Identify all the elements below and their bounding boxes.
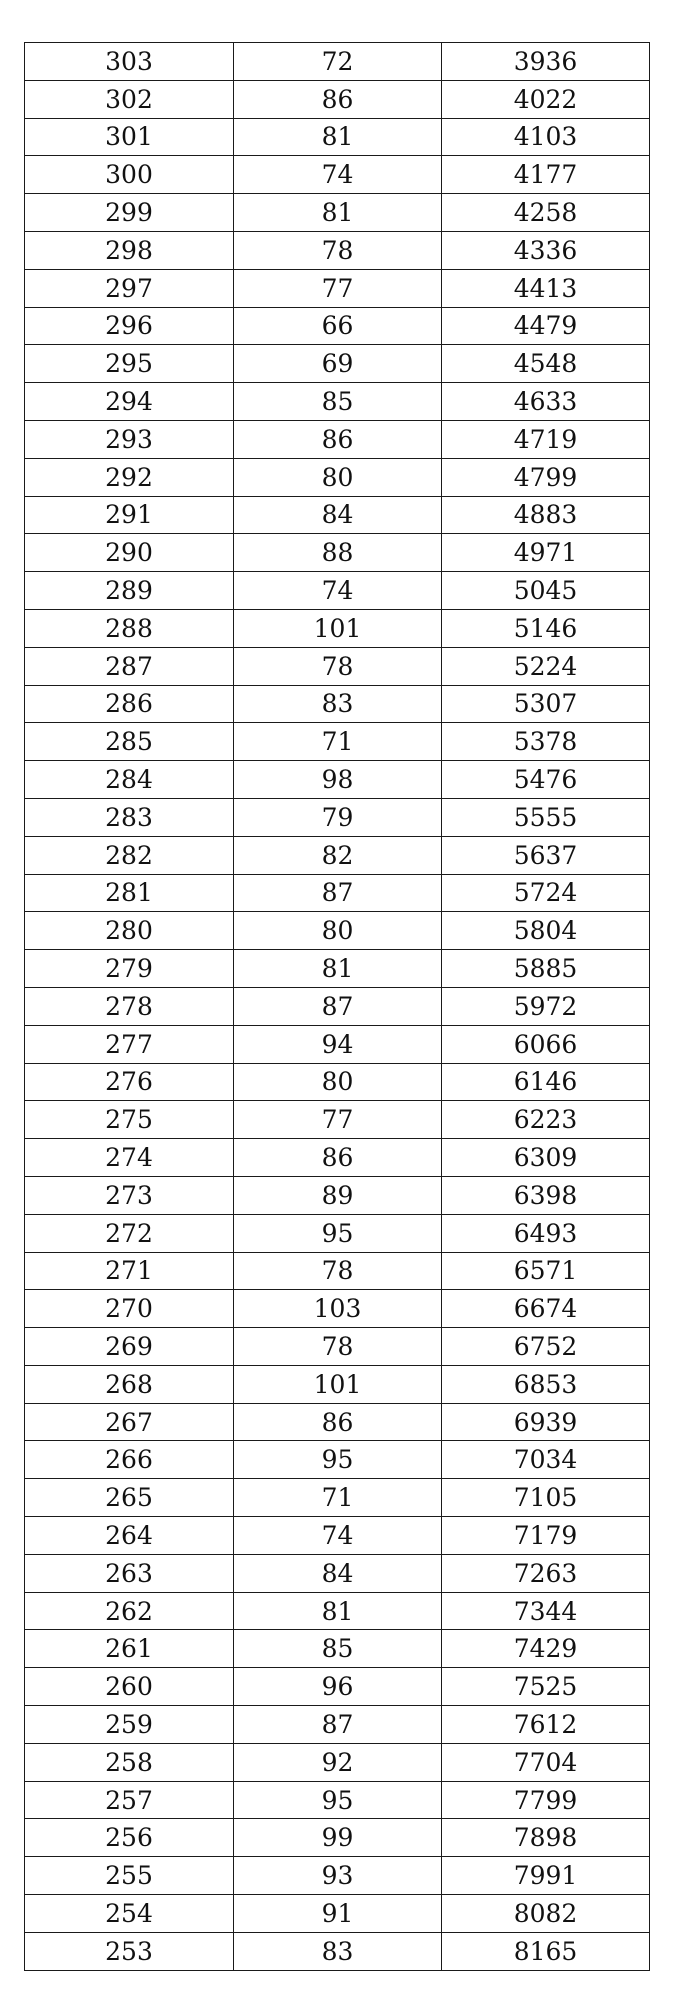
score-cell: 280 bbox=[25, 912, 234, 950]
cumulative-cell: 4177 bbox=[442, 156, 650, 194]
count-cell: 81 bbox=[234, 118, 442, 156]
score-cell: 260 bbox=[25, 1668, 234, 1706]
table-row bbox=[25, 1403, 650, 1441]
count-cell: 101 bbox=[234, 609, 442, 647]
table-row bbox=[25, 156, 650, 194]
cumulative-cell: 6223 bbox=[442, 1101, 650, 1139]
cumulative-cell: 4103 bbox=[442, 118, 650, 156]
score-cell: 278 bbox=[25, 987, 234, 1025]
cumulative-cell: 6146 bbox=[442, 1063, 650, 1101]
score-cell: 274 bbox=[25, 1139, 234, 1177]
score-cell: 279 bbox=[25, 950, 234, 988]
count-cell: 81 bbox=[234, 950, 442, 988]
count-cell: 74 bbox=[234, 572, 442, 610]
table-row bbox=[25, 950, 650, 988]
table-row bbox=[25, 874, 650, 912]
table-row bbox=[25, 572, 650, 610]
table-row bbox=[25, 496, 650, 534]
count-cell: 92 bbox=[234, 1743, 442, 1781]
score-cell: 276 bbox=[25, 1063, 234, 1101]
table-row bbox=[25, 80, 650, 118]
table-row bbox=[25, 1932, 650, 1970]
count-cell: 69 bbox=[234, 345, 442, 383]
cumulative-cell: 4022 bbox=[442, 80, 650, 118]
score-cell: 297 bbox=[25, 269, 234, 307]
score-cell: 272 bbox=[25, 1214, 234, 1252]
count-cell: 78 bbox=[234, 1252, 442, 1290]
cumulative-cell: 4799 bbox=[442, 458, 650, 496]
table-row bbox=[25, 1365, 650, 1403]
score-cell: 292 bbox=[25, 458, 234, 496]
count-cell: 80 bbox=[234, 1063, 442, 1101]
table-row bbox=[25, 1176, 650, 1214]
score-cell: 262 bbox=[25, 1592, 234, 1630]
score-cell: 295 bbox=[25, 345, 234, 383]
count-cell: 96 bbox=[234, 1668, 442, 1706]
cumulative-cell: 6571 bbox=[442, 1252, 650, 1290]
score-cell: 287 bbox=[25, 647, 234, 685]
cumulative-cell: 7034 bbox=[442, 1441, 650, 1479]
table-row bbox=[25, 798, 650, 836]
count-cell: 85 bbox=[234, 383, 442, 421]
cumulative-cell: 4548 bbox=[442, 345, 650, 383]
score-cell: 257 bbox=[25, 1781, 234, 1819]
cumulative-cell: 6939 bbox=[442, 1403, 650, 1441]
table-row bbox=[25, 194, 650, 232]
table-row bbox=[25, 534, 650, 572]
cumulative-cell: 7612 bbox=[442, 1706, 650, 1744]
table-row bbox=[25, 1895, 650, 1933]
score-cell: 275 bbox=[25, 1101, 234, 1139]
count-cell: 77 bbox=[234, 269, 442, 307]
table-row bbox=[25, 118, 650, 156]
table-row bbox=[25, 1517, 650, 1555]
table-row bbox=[25, 1328, 650, 1366]
score-cell: 261 bbox=[25, 1630, 234, 1668]
cumulative-cell: 7179 bbox=[442, 1517, 650, 1555]
score-cell: 294 bbox=[25, 383, 234, 421]
score-cell: 271 bbox=[25, 1252, 234, 1290]
table-row bbox=[25, 912, 650, 950]
cumulative-cell: 7799 bbox=[442, 1781, 650, 1819]
cumulative-cell: 4883 bbox=[442, 496, 650, 534]
score-cell: 259 bbox=[25, 1706, 234, 1744]
score-table bbox=[24, 42, 650, 1971]
table-row bbox=[25, 1290, 650, 1328]
score-cell: 267 bbox=[25, 1403, 234, 1441]
score-cell: 264 bbox=[25, 1517, 234, 1555]
count-cell: 77 bbox=[234, 1101, 442, 1139]
cumulative-cell: 4413 bbox=[442, 269, 650, 307]
cumulative-cell: 5637 bbox=[442, 836, 650, 874]
count-cell: 83 bbox=[234, 685, 442, 723]
count-cell: 66 bbox=[234, 307, 442, 345]
count-cell: 84 bbox=[234, 496, 442, 534]
cumulative-cell: 6752 bbox=[442, 1328, 650, 1366]
cumulative-cell: 4971 bbox=[442, 534, 650, 572]
score-cell: 281 bbox=[25, 874, 234, 912]
score-cell: 296 bbox=[25, 307, 234, 345]
count-cell: 86 bbox=[234, 1403, 442, 1441]
cumulative-cell: 5804 bbox=[442, 912, 650, 950]
count-cell: 74 bbox=[234, 1517, 442, 1555]
count-cell: 72 bbox=[234, 43, 442, 81]
count-cell: 71 bbox=[234, 723, 442, 761]
cumulative-cell: 6853 bbox=[442, 1365, 650, 1403]
count-cell: 81 bbox=[234, 1592, 442, 1630]
count-cell: 78 bbox=[234, 1328, 442, 1366]
count-cell: 74 bbox=[234, 156, 442, 194]
cumulative-cell: 4479 bbox=[442, 307, 650, 345]
table-row bbox=[25, 836, 650, 874]
table-row bbox=[25, 1781, 650, 1819]
table-row bbox=[25, 1101, 650, 1139]
count-cell: 81 bbox=[234, 194, 442, 232]
table-row bbox=[25, 420, 650, 458]
table-row bbox=[25, 609, 650, 647]
count-cell: 80 bbox=[234, 458, 442, 496]
cumulative-cell: 5307 bbox=[442, 685, 650, 723]
cumulative-cell: 7105 bbox=[442, 1479, 650, 1517]
score-cell: 285 bbox=[25, 723, 234, 761]
count-cell: 87 bbox=[234, 1706, 442, 1744]
cumulative-cell: 7525 bbox=[442, 1668, 650, 1706]
score-cell: 284 bbox=[25, 761, 234, 799]
score-cell: 253 bbox=[25, 1932, 234, 1970]
table-row bbox=[25, 458, 650, 496]
count-cell: 84 bbox=[234, 1554, 442, 1592]
count-cell: 86 bbox=[234, 420, 442, 458]
cumulative-cell: 5972 bbox=[442, 987, 650, 1025]
table-row bbox=[25, 1743, 650, 1781]
cumulative-cell: 7898 bbox=[442, 1819, 650, 1857]
cumulative-cell: 5555 bbox=[442, 798, 650, 836]
score-cell: 298 bbox=[25, 231, 234, 269]
score-cell: 291 bbox=[25, 496, 234, 534]
score-cell: 289 bbox=[25, 572, 234, 610]
score-cell: 268 bbox=[25, 1365, 234, 1403]
score-cell: 265 bbox=[25, 1479, 234, 1517]
table-row bbox=[25, 1819, 650, 1857]
count-cell: 85 bbox=[234, 1630, 442, 1668]
count-cell: 83 bbox=[234, 1932, 442, 1970]
table-row bbox=[25, 1139, 650, 1177]
score-cell: 288 bbox=[25, 609, 234, 647]
count-cell: 80 bbox=[234, 912, 442, 950]
table-row bbox=[25, 1668, 650, 1706]
count-cell: 91 bbox=[234, 1895, 442, 1933]
table-row bbox=[25, 647, 650, 685]
count-cell: 87 bbox=[234, 987, 442, 1025]
cumulative-cell: 4336 bbox=[442, 231, 650, 269]
score-cell: 273 bbox=[25, 1176, 234, 1214]
score-cell: 277 bbox=[25, 1025, 234, 1063]
cumulative-cell: 6309 bbox=[442, 1139, 650, 1177]
table-row bbox=[25, 1706, 650, 1744]
cumulative-cell: 5476 bbox=[442, 761, 650, 799]
cumulative-cell: 7344 bbox=[442, 1592, 650, 1630]
count-cell: 101 bbox=[234, 1365, 442, 1403]
table-row bbox=[25, 345, 650, 383]
table-row bbox=[25, 1063, 650, 1101]
score-cell: 302 bbox=[25, 80, 234, 118]
table-row bbox=[25, 723, 650, 761]
count-cell: 103 bbox=[234, 1290, 442, 1328]
cumulative-cell: 4719 bbox=[442, 420, 650, 458]
count-cell: 86 bbox=[234, 1139, 442, 1177]
cumulative-cell: 8165 bbox=[442, 1932, 650, 1970]
count-cell: 93 bbox=[234, 1857, 442, 1895]
score-cell: 266 bbox=[25, 1441, 234, 1479]
score-cell: 255 bbox=[25, 1857, 234, 1895]
table-row bbox=[25, 1630, 650, 1668]
cumulative-cell: 5224 bbox=[442, 647, 650, 685]
table-row bbox=[25, 1479, 650, 1517]
table-row bbox=[25, 1214, 650, 1252]
cumulative-cell: 7704 bbox=[442, 1743, 650, 1781]
table-row bbox=[25, 383, 650, 421]
cumulative-cell: 5045 bbox=[442, 572, 650, 610]
score-cell: 303 bbox=[25, 43, 234, 81]
cumulative-cell: 6674 bbox=[442, 1290, 650, 1328]
count-cell: 79 bbox=[234, 798, 442, 836]
table-row bbox=[25, 761, 650, 799]
score-cell: 270 bbox=[25, 1290, 234, 1328]
table-row bbox=[25, 269, 650, 307]
cumulative-cell: 3936 bbox=[442, 43, 650, 81]
cumulative-cell: 6493 bbox=[442, 1214, 650, 1252]
cumulative-cell: 7991 bbox=[442, 1857, 650, 1895]
table-row bbox=[25, 1252, 650, 1290]
score-cell: 300 bbox=[25, 156, 234, 194]
cumulative-cell: 5146 bbox=[442, 609, 650, 647]
score-cell: 283 bbox=[25, 798, 234, 836]
count-cell: 95 bbox=[234, 1781, 442, 1819]
table-row bbox=[25, 1025, 650, 1063]
table-row bbox=[25, 1554, 650, 1592]
cumulative-cell: 7263 bbox=[442, 1554, 650, 1592]
table-row bbox=[25, 43, 650, 81]
cumulative-cell: 5885 bbox=[442, 950, 650, 988]
cumulative-cell: 6398 bbox=[442, 1176, 650, 1214]
count-cell: 82 bbox=[234, 836, 442, 874]
cumulative-cell: 6066 bbox=[442, 1025, 650, 1063]
score-table-body bbox=[25, 43, 650, 1971]
score-cell: 269 bbox=[25, 1328, 234, 1366]
count-cell: 71 bbox=[234, 1479, 442, 1517]
count-cell: 95 bbox=[234, 1214, 442, 1252]
table-row bbox=[25, 231, 650, 269]
count-cell: 95 bbox=[234, 1441, 442, 1479]
count-cell: 94 bbox=[234, 1025, 442, 1063]
score-cell: 299 bbox=[25, 194, 234, 232]
score-cell: 293 bbox=[25, 420, 234, 458]
score-cell: 254 bbox=[25, 1895, 234, 1933]
score-cell: 301 bbox=[25, 118, 234, 156]
count-cell: 89 bbox=[234, 1176, 442, 1214]
cumulative-cell: 4258 bbox=[442, 194, 650, 232]
table-row bbox=[25, 1441, 650, 1479]
table-row bbox=[25, 307, 650, 345]
cumulative-cell: 7429 bbox=[442, 1630, 650, 1668]
cumulative-cell: 5724 bbox=[442, 874, 650, 912]
table-row bbox=[25, 987, 650, 1025]
count-cell: 86 bbox=[234, 80, 442, 118]
count-cell: 78 bbox=[234, 647, 442, 685]
count-cell: 98 bbox=[234, 761, 442, 799]
table-row bbox=[25, 1592, 650, 1630]
score-cell: 263 bbox=[25, 1554, 234, 1592]
table-row bbox=[25, 1857, 650, 1895]
score-cell: 290 bbox=[25, 534, 234, 572]
count-cell: 99 bbox=[234, 1819, 442, 1857]
count-cell: 78 bbox=[234, 231, 442, 269]
score-cell: 286 bbox=[25, 685, 234, 723]
cumulative-cell: 8082 bbox=[442, 1895, 650, 1933]
cumulative-cell: 5378 bbox=[442, 723, 650, 761]
score-cell: 256 bbox=[25, 1819, 234, 1857]
score-cell: 282 bbox=[25, 836, 234, 874]
cumulative-cell: 4633 bbox=[442, 383, 650, 421]
table-row bbox=[25, 685, 650, 723]
count-cell: 88 bbox=[234, 534, 442, 572]
score-cell: 258 bbox=[25, 1743, 234, 1781]
count-cell: 87 bbox=[234, 874, 442, 912]
